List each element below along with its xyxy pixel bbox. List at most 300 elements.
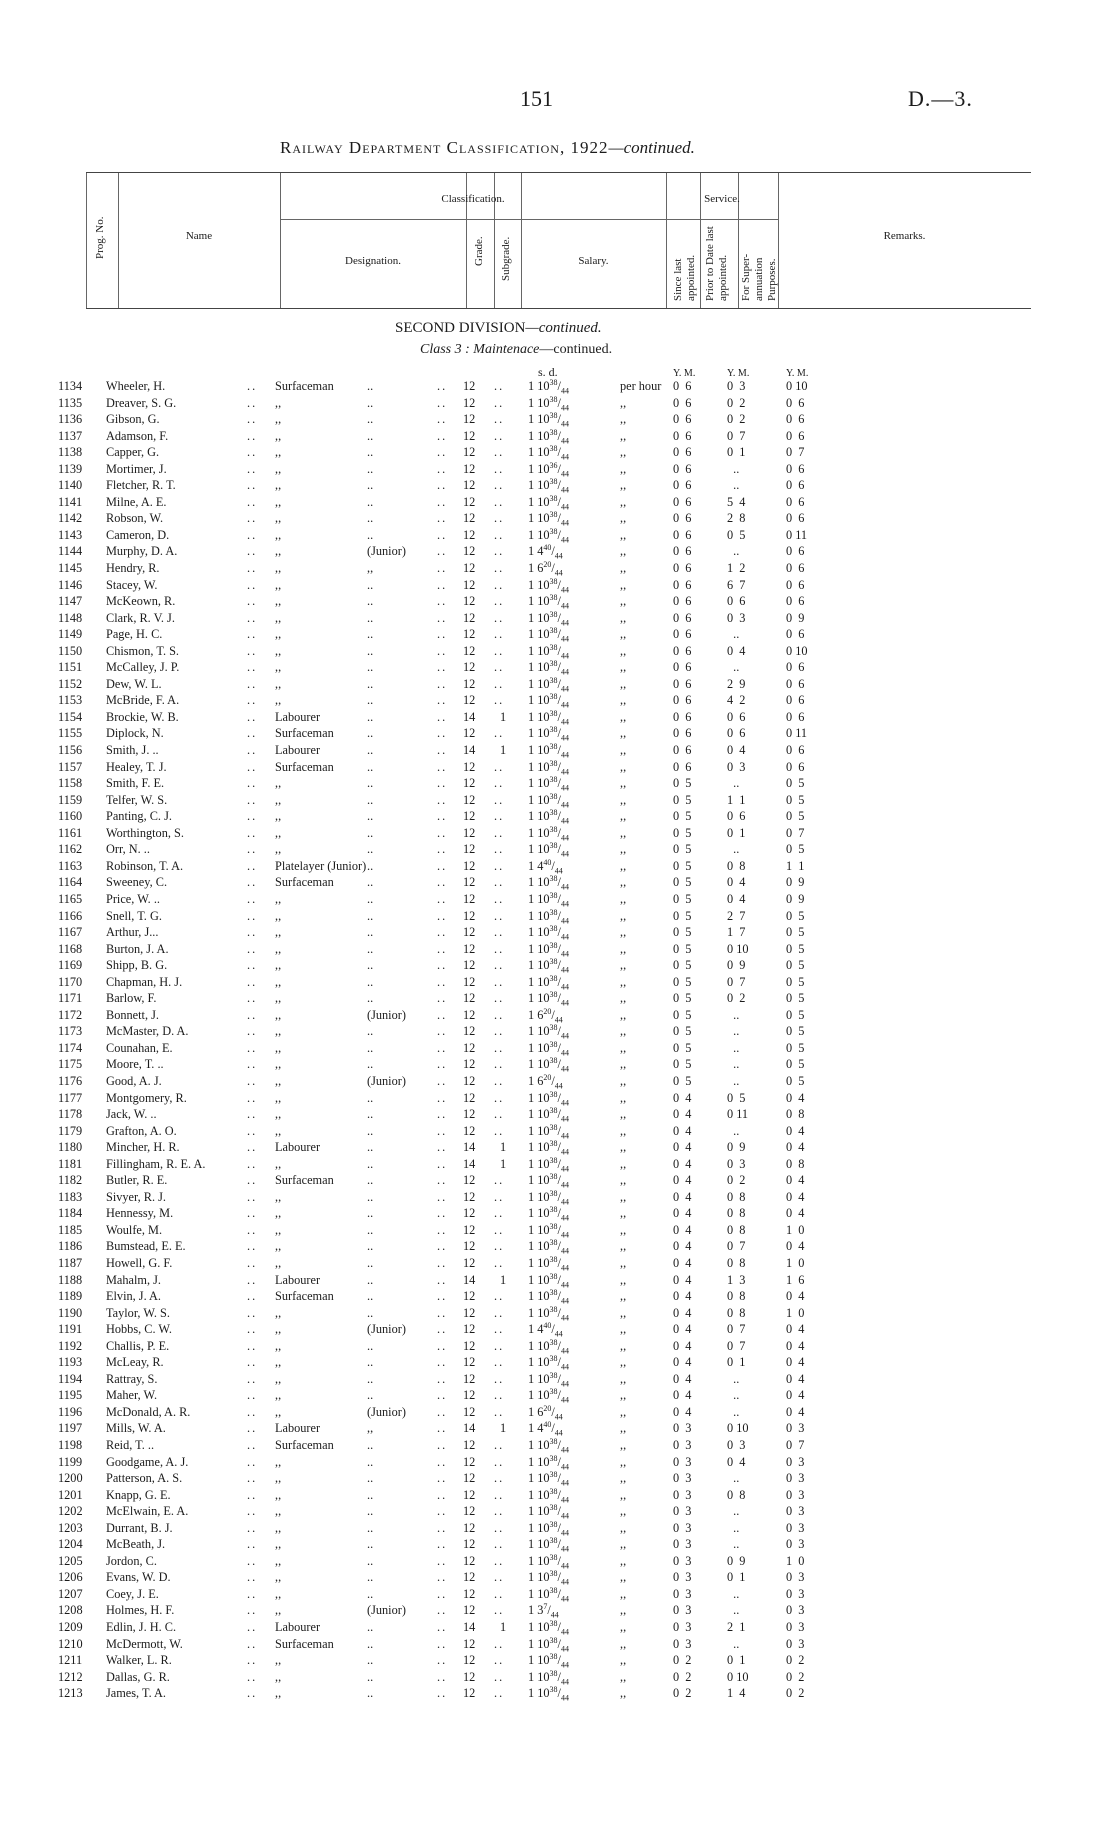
service-since-last: 0 2 — [673, 1686, 692, 1701]
table-row — [0, 759, 1114, 776]
leader-dots: .. — [247, 1338, 258, 1353]
leader-dots: .. — [437, 776, 448, 791]
service-prior: .. — [727, 1073, 740, 1088]
leader-dots: .. — [367, 1272, 374, 1287]
service-superannuation: 0 6 — [786, 676, 805, 691]
leader-dots: .. — [247, 1057, 258, 1072]
table-row — [0, 808, 1114, 825]
service-prior: .. — [727, 1007, 740, 1022]
designation: ,, — [275, 925, 282, 940]
employee-name: Evans, W. D. — [106, 1570, 171, 1585]
prog-no: 1147 — [58, 594, 83, 609]
designation: Labourer — [275, 1140, 321, 1155]
salary-unit: ,, — [620, 544, 627, 559]
salary: 1 $10^{38}/_{44}$ — [528, 444, 569, 462]
service-superannuation: 0 6 — [786, 759, 805, 774]
service-prior: 4 2 — [727, 693, 746, 708]
prog-no: 1185 — [58, 1222, 83, 1237]
leader-dots: .. — [247, 1024, 258, 1039]
grade: 12 — [463, 1355, 476, 1370]
service-superannuation: 0 5 — [786, 1040, 805, 1055]
leader-dots: .. — [247, 709, 258, 724]
table-row — [0, 1338, 1114, 1355]
leader-dots: .. — [494, 544, 505, 559]
salary: 1 $10^{38}/_{44}$ — [528, 1155, 569, 1174]
salary-unit: ,, — [620, 1239, 627, 1254]
designation: ,, — [275, 1007, 282, 1022]
service-superannuation: 0 4 — [786, 1123, 805, 1138]
leader-dots: .. — [367, 1653, 374, 1668]
leader-dots: .. — [437, 660, 448, 675]
salary: 1 $10^{38}/_{44}$ — [528, 1453, 569, 1471]
service-prior: 0 1 — [727, 825, 746, 840]
leader-dots: .. — [247, 941, 258, 956]
service-superannuation: 0 6 — [786, 511, 805, 526]
leader-dots: .. — [367, 412, 374, 427]
salary-unit: per hour — [620, 379, 662, 393]
service-prior: 0 8 — [727, 1305, 746, 1320]
service-prior: .. — [727, 1123, 740, 1138]
leader-dots: .. — [494, 908, 505, 923]
salary-unit: ,, — [620, 792, 627, 807]
grade: 12 — [463, 1504, 476, 1519]
employee-name: Mills, W. A. — [106, 1421, 166, 1436]
service-since-last: 0 3 — [673, 1520, 692, 1535]
leader-dots: .. — [437, 676, 448, 691]
prog-no: 1200 — [58, 1471, 83, 1486]
grade: 12 — [463, 1404, 476, 1419]
leader-dots: .. — [437, 594, 448, 609]
leader-dots: .. — [247, 627, 258, 642]
leader-dots: .. — [494, 1305, 505, 1320]
salary: 1 $10^{38}/_{44}$ — [528, 775, 569, 793]
leader-dots: .. — [494, 428, 505, 443]
designation: Surfaceman — [275, 379, 334, 393]
table-row — [0, 626, 1114, 643]
service-prior: .. — [727, 1388, 740, 1403]
grade: 12 — [463, 1553, 476, 1568]
table-row — [0, 593, 1114, 610]
leader-dots: .. — [494, 445, 505, 460]
table-row — [0, 659, 1114, 676]
prog-no: 1201 — [58, 1487, 83, 1502]
salary-unit: ,, — [620, 908, 627, 923]
leader-dots: .. — [437, 1007, 448, 1022]
grade: 12 — [463, 1388, 476, 1403]
leader-dots: .. — [494, 1438, 505, 1452]
service-superannuation: 0 3 — [786, 1537, 805, 1552]
table-row — [0, 792, 1114, 809]
designation: ,, — [275, 1040, 282, 1055]
employee-name: Fillingham, R. E. A. — [106, 1156, 206, 1171]
header-prog-no: Prog. No. — [94, 216, 106, 259]
prog-no: 1151 — [58, 660, 83, 675]
prog-no: 1163 — [58, 858, 83, 873]
grade: 12 — [463, 776, 476, 791]
salary-unit: ,, — [620, 627, 627, 642]
leader-dots: .. — [437, 1487, 448, 1502]
leader-dots: .. — [367, 1471, 374, 1486]
prog-no: 1141 — [58, 494, 83, 509]
table-row — [0, 1056, 1114, 1073]
salary-unit: ,, — [620, 676, 627, 691]
leader-dots: .. — [437, 891, 448, 906]
grade: 12 — [463, 1487, 476, 1502]
salary: 1 $10^{38}/_{44}$ — [528, 940, 569, 959]
leader-dots: .. — [367, 1024, 374, 1039]
service-since-last: 0 6 — [673, 709, 692, 724]
document-reference: D.—3. — [908, 86, 973, 111]
salary: 1 $10^{38}/_{44}$ — [528, 1652, 569, 1670]
leader-dots: .. — [437, 1206, 448, 1221]
leader-dots: .. — [367, 1620, 374, 1635]
designation: ,, — [275, 974, 282, 989]
employee-name: Knapp, G. E. — [106, 1487, 171, 1502]
leader-dots: .. — [494, 809, 505, 824]
leader-dots: .. — [494, 1471, 505, 1486]
service-superannuation: 0 5 — [786, 842, 805, 857]
service-superannuation: 0 9 — [786, 610, 805, 625]
designation: ,, — [275, 511, 282, 526]
leader-dots: .. — [247, 1520, 258, 1535]
salary-unit: ,, — [620, 1073, 627, 1088]
service-prior: 0 6 — [727, 809, 746, 824]
salary-unit: ,, — [620, 1173, 627, 1188]
leader-dots: .. — [247, 1504, 258, 1519]
leader-dots: .. — [367, 726, 374, 741]
prog-no: 1182 — [58, 1173, 83, 1188]
service-since-last: 0 6 — [673, 676, 692, 691]
leader-dots: .. — [247, 1636, 258, 1651]
service-prior: 0 8 — [727, 1206, 746, 1221]
subgrade: 1 — [500, 1421, 507, 1436]
table-row — [0, 1520, 1114, 1537]
service-superannuation: 0 10 — [786, 643, 808, 658]
prog-no: 1213 — [58, 1686, 83, 1701]
designation-note: (Junior) — [367, 1007, 406, 1022]
prog-no: 1164 — [58, 875, 83, 890]
employee-name: Bumstead, E. E. — [106, 1239, 186, 1254]
table-row — [0, 1172, 1114, 1189]
table-row — [0, 709, 1114, 726]
leader-dots: .. — [247, 891, 258, 906]
employee-name: Taylor, W. S. — [106, 1305, 170, 1320]
service-prior: .. — [727, 1603, 740, 1618]
designation: ,, — [275, 1586, 282, 1601]
service-prior: 0 7 — [727, 1322, 746, 1337]
leader-dots: .. — [494, 643, 505, 658]
page-number: 151 — [520, 86, 553, 111]
designation: ,, — [275, 1222, 282, 1237]
employee-name: Shipp, B. G. — [106, 958, 168, 973]
salary-unit: ,, — [620, 1140, 627, 1155]
leader-dots: .. — [494, 875, 505, 890]
leader-dots: .. — [367, 643, 374, 658]
designation: Surfaceman — [275, 759, 334, 774]
leader-dots: .. — [437, 1686, 448, 1701]
prog-no: 1175 — [58, 1057, 83, 1072]
leader-dots: .. — [494, 1669, 505, 1684]
table-row — [0, 1305, 1114, 1322]
service-prior: 0 10 — [727, 941, 749, 956]
table-row — [0, 1238, 1114, 1255]
employee-name: Challis, P. E. — [106, 1338, 170, 1353]
leader-dots: .. — [367, 792, 374, 807]
employee-name: Brockie, W. B. — [106, 709, 179, 724]
leader-dots: .. — [367, 1107, 374, 1122]
designation: ,, — [275, 1189, 282, 1204]
salary-unit: ,, — [620, 1586, 627, 1601]
salary: 1 $10^{38}/_{44}$ — [528, 1685, 569, 1703]
employee-name: Mahalm, J. — [106, 1272, 161, 1287]
designation: ,, — [275, 941, 282, 956]
leader-dots: .. — [437, 1338, 448, 1353]
designation: ,, — [275, 660, 282, 675]
leader-dots: .. — [494, 594, 505, 609]
leader-dots: .. — [367, 776, 374, 791]
prog-no: 1190 — [58, 1305, 83, 1320]
employee-name: Sivyer, R. J. — [106, 1189, 166, 1204]
leader-dots: .. — [247, 726, 258, 741]
service-superannuation: 0 6 — [786, 428, 805, 443]
table-row — [0, 1354, 1114, 1371]
service-prior: 1 3 — [727, 1272, 746, 1287]
leader-dots: .. — [437, 445, 448, 460]
leader-dots: .. — [437, 709, 448, 724]
section-heading — [395, 320, 602, 337]
leader-dots: .. — [247, 1189, 258, 1204]
leader-dots: .. — [437, 1140, 448, 1155]
service-superannuation: 0 5 — [786, 1073, 805, 1088]
salary-unit: ,, — [620, 594, 627, 609]
service-superannuation: 0 5 — [786, 941, 805, 956]
service-superannuation: 0 6 — [786, 577, 805, 592]
leader-dots: .. — [367, 577, 374, 592]
grade: 12 — [463, 1454, 476, 1469]
grade: 12 — [463, 412, 476, 427]
grade: 12 — [463, 1255, 476, 1270]
salary-unit: ,, — [620, 1653, 627, 1668]
salary-unit: ,, — [620, 461, 627, 476]
prog-no: 1188 — [58, 1272, 83, 1287]
table-row — [0, 1569, 1114, 1586]
service-prior: .. — [727, 1471, 740, 1486]
grade: 14 — [463, 743, 476, 758]
prog-no: 1161 — [58, 825, 83, 840]
service-superannuation: 0 5 — [786, 958, 805, 973]
prog-no: 1183 — [58, 1189, 83, 1204]
leader-dots: .. — [437, 461, 448, 476]
table-row — [0, 692, 1114, 709]
service-prior: 0 6 — [727, 594, 746, 609]
salary: 1 $10^{38}/_{44}$ — [528, 477, 569, 495]
leader-dots: .. — [494, 1024, 505, 1039]
grade: 12 — [463, 1173, 476, 1188]
salary: 1 $10^{38}/_{44}$ — [528, 1552, 569, 1571]
salary: 1 $10^{38}/_{44}$ — [528, 1519, 569, 1538]
employee-name: Smith, J. .. — [106, 743, 159, 758]
salary: 1 $10^{38}/_{44}$ — [528, 659, 569, 677]
salary-unit: ,, — [620, 527, 627, 542]
employee-name: Jack, W. .. — [106, 1107, 157, 1122]
designation: ,, — [275, 478, 282, 493]
grade: 12 — [463, 1222, 476, 1237]
salary-unit: ,, — [620, 1222, 627, 1237]
table-row — [0, 444, 1114, 461]
leader-dots: .. — [367, 1371, 374, 1386]
leader-dots: .. — [247, 1653, 258, 1668]
service-since-last: 0 4 — [673, 1289, 692, 1304]
employee-name: Burton, J. A. — [106, 941, 169, 956]
salary: 1 $10^{38}/_{44}$ — [528, 1039, 569, 1058]
service-superannuation: 0 5 — [786, 925, 805, 940]
subgrade: 1 — [500, 1620, 507, 1635]
service-prior: .. — [727, 1057, 740, 1072]
leader-dots: .. — [247, 1173, 258, 1188]
salary: 1 $10^{38}/_{44}$ — [528, 1635, 569, 1654]
salary-unit: ,, — [620, 974, 627, 989]
service-since-last: 0 5 — [673, 809, 692, 824]
table-row — [0, 1222, 1114, 1239]
table-row — [0, 1205, 1114, 1222]
employee-name: Capper, G. — [106, 445, 160, 460]
grade: 12 — [463, 1686, 476, 1701]
salary: 1 $10^{38}/_{44}$ — [528, 626, 569, 644]
salary: 1 $10^{38}/_{44}$ — [528, 675, 569, 694]
salary: 1 $10^{38}/_{44}$ — [528, 642, 569, 661]
employee-name: Hennessy, M. — [106, 1206, 174, 1221]
salary-unit: ,, — [620, 891, 627, 906]
table-row — [0, 1272, 1114, 1289]
leader-dots: .. — [247, 561, 258, 576]
service-since-last: 0 4 — [673, 1388, 692, 1403]
prog-no: 1169 — [58, 958, 83, 973]
service-since-last: 0 4 — [673, 1222, 692, 1237]
service-since-last: 0 3 — [673, 1620, 692, 1635]
leader-dots: .. — [367, 1355, 374, 1370]
designation: ,, — [275, 1206, 282, 1221]
grade: 12 — [463, 1289, 476, 1304]
service-superannuation: 0 4 — [786, 1140, 805, 1155]
prog-no: 1196 — [58, 1404, 83, 1419]
salary-unit: ,, — [620, 1404, 627, 1419]
salary-unit: ,, — [620, 1107, 627, 1122]
grade: 12 — [463, 1024, 476, 1039]
leader-dots: .. — [367, 1057, 374, 1072]
table-row — [0, 1156, 1114, 1173]
service-superannuation: 0 6 — [786, 478, 805, 493]
leader-dots: .. — [494, 1123, 505, 1138]
leader-dots: .. — [494, 577, 505, 592]
salary-unit: ,, — [620, 776, 627, 791]
table-row — [0, 1023, 1114, 1040]
salary-unit: ,, — [620, 726, 627, 741]
table-row — [0, 378, 1114, 395]
service-prior: .. — [727, 1520, 740, 1535]
designation: ,, — [275, 1603, 282, 1618]
leader-dots: .. — [247, 1090, 258, 1105]
leader-dots: .. — [367, 1636, 374, 1651]
table-row — [0, 494, 1114, 511]
leader-dots: .. — [367, 1520, 374, 1535]
grade: 12 — [463, 478, 476, 493]
service-since-last: 0 6 — [673, 577, 692, 592]
designation: ,, — [275, 991, 282, 1006]
salary-unit: ,, — [620, 1156, 627, 1171]
designation: ,, — [275, 1653, 282, 1668]
prog-no: 1168 — [58, 941, 83, 956]
service-prior: .. — [727, 1404, 740, 1419]
prog-no: 1167 — [58, 925, 83, 940]
table-row — [0, 1123, 1114, 1140]
designation: ,, — [275, 445, 282, 460]
table-row — [0, 1536, 1114, 1553]
leader-dots: .. — [247, 1537, 258, 1552]
table-row — [0, 411, 1114, 428]
salary: 1 $4^{40}/_{44}$ — [528, 857, 563, 876]
table-row — [0, 1040, 1114, 1057]
subgrade: 1 — [500, 1140, 507, 1155]
leader-dots: .. — [367, 925, 374, 940]
prog-no: 1145 — [58, 561, 83, 576]
grade: 12 — [463, 1206, 476, 1221]
leader-dots: .. — [437, 1024, 448, 1039]
table-row — [0, 643, 1114, 660]
leader-dots: .. — [494, 1057, 505, 1072]
salary-unit: ,, — [620, 494, 627, 509]
salary: 1 $10^{38}/_{44}$ — [528, 593, 569, 611]
subgrade: 1 — [500, 1272, 507, 1287]
prog-no: 1139 — [58, 461, 83, 476]
salary: 1 $4^{40}/_{44}$ — [528, 1420, 563, 1438]
prog-no: 1204 — [58, 1537, 83, 1552]
service-since-last: 0 3 — [673, 1471, 692, 1486]
service-since-last: 0 5 — [673, 1057, 692, 1072]
salary: 1 $10^{38}/_{44}$ — [528, 725, 569, 743]
leader-dots: .. — [247, 825, 258, 840]
leader-dots: .. — [247, 511, 258, 526]
header-since-last: Since last appointed. — [672, 254, 697, 301]
service-prior: .. — [727, 1371, 740, 1386]
employee-name: Diplock, N. — [106, 726, 164, 741]
salary: 1 $10^{38}/_{44}$ — [528, 1337, 569, 1356]
designation: Platelayer (Junior) — [275, 858, 367, 873]
service-since-last: 0 3 — [673, 1504, 692, 1519]
leader-dots: .. — [367, 660, 374, 675]
salary-unit: ,, — [620, 842, 627, 857]
service-prior: 0 9 — [727, 1140, 746, 1155]
table-row — [0, 676, 1114, 693]
service-since-last: 0 5 — [673, 1024, 692, 1039]
subgrade: 1 — [500, 743, 507, 758]
designation: Surfaceman — [275, 726, 334, 741]
salary: 1 $10^{38}/_{44}$ — [528, 741, 569, 760]
employee-name: McKeown, R. — [106, 594, 176, 609]
service-since-last: 0 6 — [673, 561, 692, 576]
service-superannuation: 0 4 — [786, 1289, 805, 1304]
header-subgrade: Subgrade. — [500, 236, 512, 281]
salary: 1 $10^{38}/_{44}$ — [528, 1503, 569, 1521]
leader-dots: .. — [437, 809, 448, 824]
salary: 1 $10^{38}/_{44}$ — [528, 1271, 569, 1289]
table-row — [0, 1685, 1114, 1702]
service-superannuation: 1 0 — [786, 1255, 805, 1270]
grade: 12 — [463, 676, 476, 691]
designation: ,, — [275, 577, 282, 592]
service-superannuation: 0 6 — [786, 461, 805, 476]
service-since-last: 0 6 — [673, 660, 692, 675]
employee-name: Coey, J. E. — [106, 1586, 159, 1601]
